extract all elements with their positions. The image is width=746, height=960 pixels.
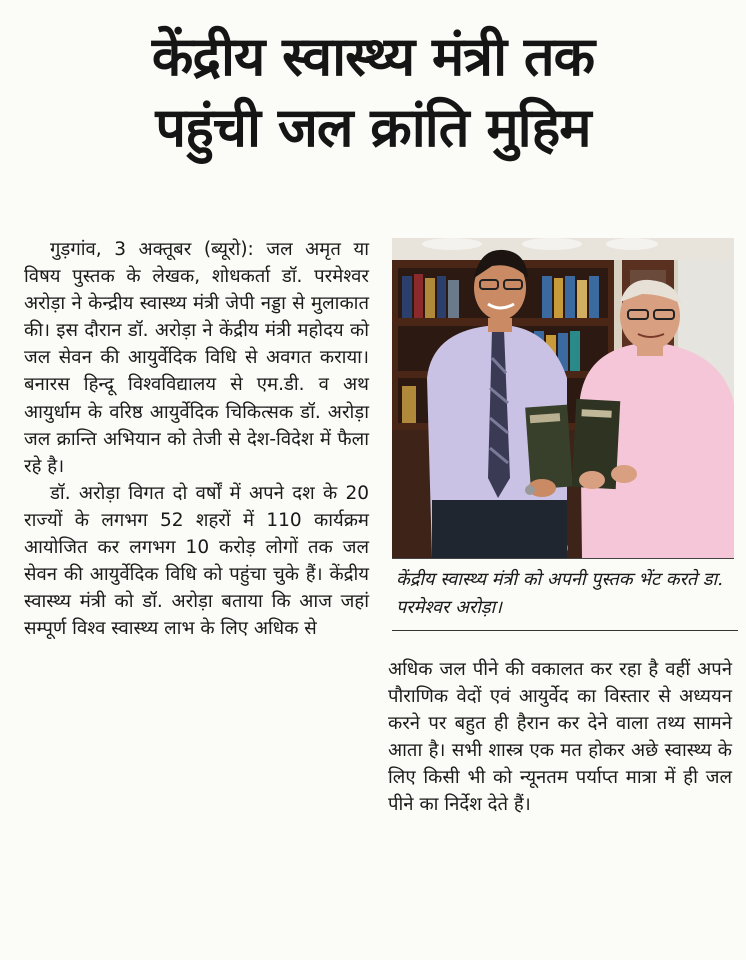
article-paragraph: डॉ. अरोड़ा विगत दो वर्षों में अपने दश के 20 राज्यों के लगभग 52 शहरों में 110 कार्यक्रम आयोजित कर लगभग 10 करोड़ लोगों तक जल सेवन की आयुर्वेदिक विधि को पहुंचा चुके हैं। केंद्रीय स्वास्थ्य मंत्री को डॉ. अरोड़ा बताया कि आज जहां सम्पूर्ण विश्व स्वास्थ्य लाभ के लिए अधिक से [24, 482, 369, 640]
article-column-2 [388, 656, 732, 819]
news-photo [392, 238, 734, 559]
headline-line-2: पहुंची जल क्रांति मुहिम [155, 96, 591, 159]
headline [0, 22, 746, 164]
photo-caption: केंद्रीय स्वास्थ्य मंत्री को अपनी पुस्तक भेंट करते डा. परमेश्वर अरोड़ा। [392, 566, 738, 631]
article-paragraph: अधिक जल पीने की वकालत कर रहा है वहीं अपने पौराणिक वेदों एवं आयुर्वेद का विस्तार से अध्ययन करने पर बहुत ही हैरान कर देने वाला तथ्य सामने आता है। सभी शास्त्र एक मत होकर अछे स्वास्थ्य के लिए किसी भी को न्यूनतम पर्याप्त मात्रा में ही जल पीने का निर्देश देते हैं। [388, 659, 732, 816]
photo-illustration [392, 238, 734, 558]
article-paragraph: गुड़गांव, 3 अक्तूबर (ब्यूरो): जल अमृत या विषय पुस्तक के लेखक, शोधकर्ता डॉ. परमेश्वर अरोड़ा ने केन्द्रीय स्वास्थ्य मंत्री जेपी नड्डा से मुलाकात की। इस दौरान डॉ. अरोड़ा ने केंद्रीय मंत्री महोदय को जल सेवन की आयुर्वेदिक विधि से अवगत कराया। बनारस हिन्दू विश्वविद्यालय से एम.डी. व अथ आयुर्धाम के वरिष्ठ आयुर्वेदिक चिकित्सक डॉ. अरोड़ा जल क्रान्ति अभियान को तेजी से देश-विदेश में फैला रहे है। [24, 239, 369, 477]
article-column-1 [24, 236, 369, 642]
headline-line-1: केंद्रीय स्वास्थ्य मंत्री तक [151, 25, 595, 88]
